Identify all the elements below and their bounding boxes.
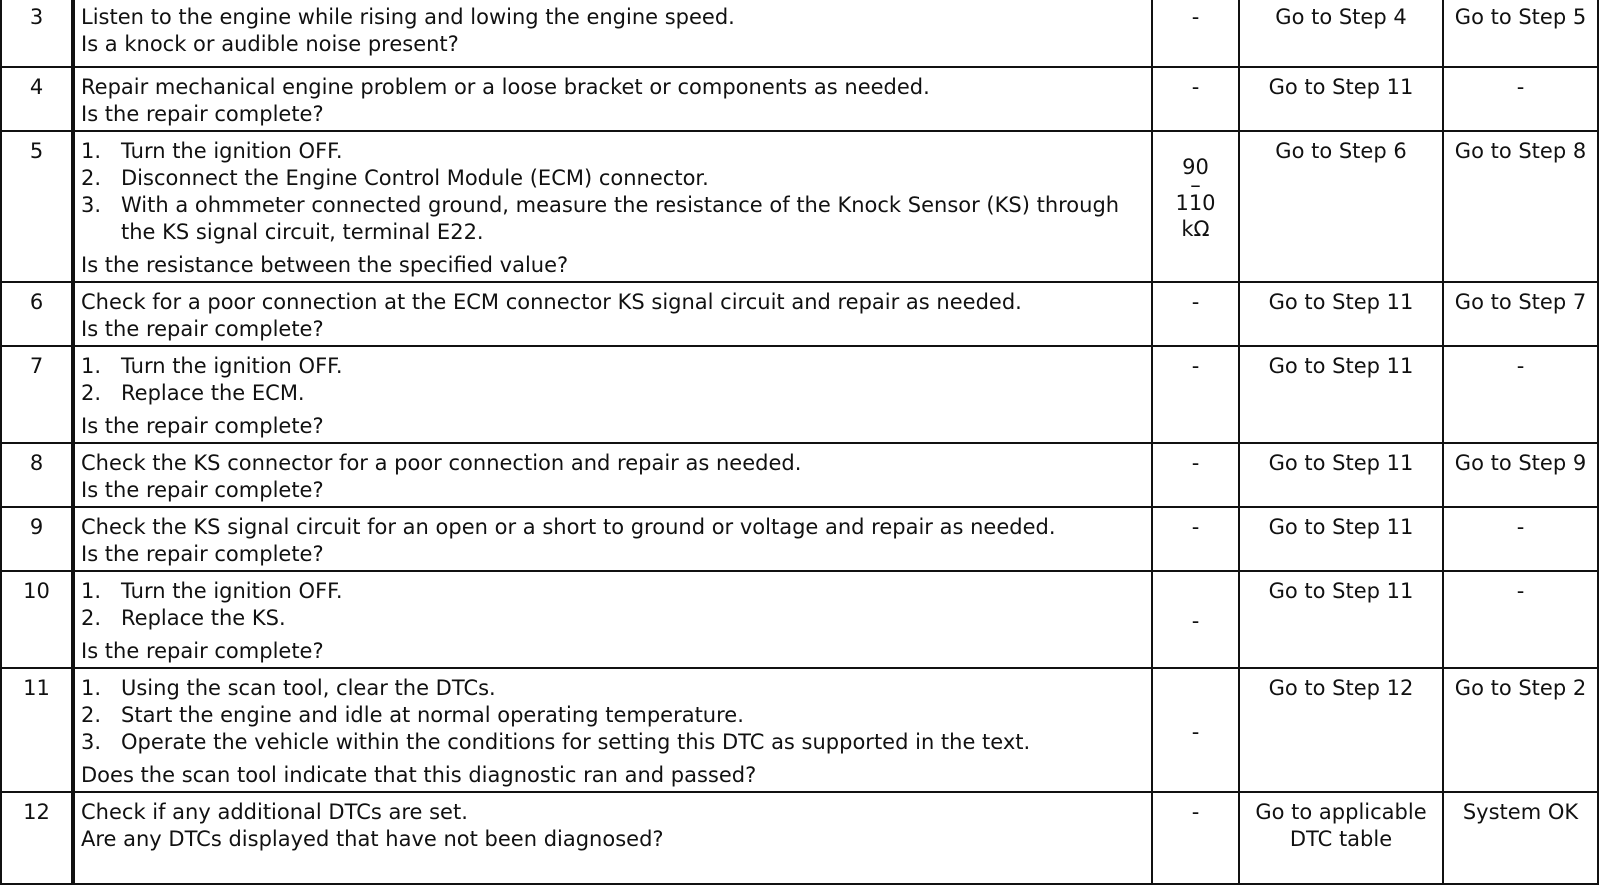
list-item: 3. With a ohmmeter connected ground, measure the resistance of the Knock Sensor (KS) through the KS signal circuit, terminal E22. [81, 193, 1120, 244]
action-cell [73, 792, 1152, 884]
yes-cell: Go to Step 4 [1239, 0, 1443, 67]
no-cell: Go to Step 7 [1443, 282, 1598, 346]
table-row [1, 668, 1598, 792]
table-row [1, 443, 1598, 507]
question-text: Is the repair complete? [81, 478, 324, 502]
step-number: 7 [1, 346, 73, 443]
yes-cell: Go to Step 11 [1239, 443, 1443, 507]
question-text: Is the resistance between the specified value? [81, 253, 569, 277]
action-text: Check the KS signal circuit for an open or a short to ground or voltage and repair as needed. [81, 515, 1056, 539]
table-row [1, 67, 1598, 131]
step-number: 8 [1, 443, 73, 507]
question-text: Are any DTCs displayed that have not been diagnosed? [81, 827, 664, 851]
action-cell [73, 346, 1152, 443]
action-cell [73, 571, 1152, 668]
no-cell: - [1443, 571, 1598, 668]
value-cell: - [1152, 571, 1239, 668]
no-cell: - [1443, 346, 1598, 443]
list-item: 1. Using the scan tool, clear the DTCs. [81, 676, 496, 700]
list-item: 3. Operate the vehicle within the conditions for setting this DTC as supported in the text. [81, 730, 1031, 754]
action-text: Check the KS connector for a poor connection and repair as needed. [81, 451, 802, 475]
question-text: Is the repair complete? [81, 639, 324, 663]
list-item: 1. Turn the ignition OFF. [81, 579, 343, 603]
question-text: Is a knock or audible noise present? [81, 32, 459, 56]
table-row [1, 507, 1598, 571]
step-number: 12 [1, 792, 73, 884]
list-item: 2. Disconnect the Engine Control Module (ECM) connector. [81, 166, 709, 190]
yes-cell: Go to Step 11 [1239, 507, 1443, 571]
no-cell: System OK [1443, 792, 1598, 884]
value-cell: - [1152, 792, 1239, 884]
action-cell [73, 282, 1152, 346]
yes-cell: Go to Step 11 [1239, 346, 1443, 443]
action-cell [73, 67, 1152, 131]
value-cell: - [1152, 443, 1239, 507]
step-number: 4 [1, 67, 73, 131]
step-number: 3 [1, 0, 73, 67]
yes-cell: Go to Step 6 [1239, 131, 1443, 282]
question-text: Is the repair complete? [81, 317, 324, 341]
action-text: Repair mechanical engine problem or a loose bracket or components as needed. [81, 75, 930, 99]
step-number: 6 [1, 282, 73, 346]
yes-cell: Go to Step 11 [1239, 571, 1443, 668]
yes-cell: Go to Step 11 [1239, 282, 1443, 346]
list-item: 1. Turn the ignition OFF. [81, 354, 343, 378]
no-cell: - [1443, 67, 1598, 131]
table-row [1, 282, 1598, 346]
value-cell: - [1152, 0, 1239, 67]
question-text: Is the repair complete? [81, 414, 324, 438]
action-text: Check if any additional DTCs are set. [81, 800, 468, 824]
table-row [1, 346, 1598, 443]
table-row [1, 0, 1598, 67]
value-cell: - [1152, 346, 1239, 443]
yes-cell: Go to Step 11 [1239, 67, 1443, 131]
question-text: Is the repair complete? [81, 542, 324, 566]
step-number: 11 [1, 668, 73, 792]
action-text: Check for a poor connection at the ECM connector KS signal circuit and repair as needed. [81, 290, 1022, 314]
no-cell: Go to Step 2 [1443, 668, 1598, 792]
step-number: 5 [1, 131, 73, 282]
list-item: 2. Replace the KS. [81, 606, 286, 630]
yes-cell: Go to Step 12 [1239, 668, 1443, 792]
value-cell: - [1152, 282, 1239, 346]
step-number: 9 [1, 507, 73, 571]
yes-cell: Go to applicable DTC table [1239, 792, 1443, 884]
table-row [1, 792, 1598, 884]
value-cell: - [1152, 67, 1239, 131]
table-row [1, 571, 1598, 668]
no-cell: Go to Step 9 [1443, 443, 1598, 507]
table-row [1, 131, 1598, 282]
no-cell: Go to Step 8 [1443, 131, 1598, 282]
step-number: 10 [1, 571, 73, 668]
no-cell: - [1443, 507, 1598, 571]
value-cell: - [1152, 507, 1239, 571]
action-cell [73, 507, 1152, 571]
action-cell [73, 668, 1152, 792]
action-text: Listen to the engine while rising and lowing the engine speed. [81, 5, 735, 29]
question-text: Is the repair complete? [81, 102, 324, 126]
question-text: Does the scan tool indicate that this diagnostic ran and passed? [81, 763, 757, 787]
action-cell [73, 0, 1152, 67]
list-item: 1. Turn the ignition OFF. [81, 139, 343, 163]
no-cell: Go to Step 5 [1443, 0, 1598, 67]
action-cell [73, 131, 1152, 282]
list-item: 2. Replace the ECM. [81, 381, 305, 405]
list-item: 2. Start the engine and idle at normal operating temperature. [81, 703, 744, 727]
value-cell: - [1152, 668, 1239, 792]
resistance-spec: 90 – 110 kΩ [1175, 155, 1216, 241]
action-cell [73, 443, 1152, 507]
value-cell [1152, 131, 1239, 282]
